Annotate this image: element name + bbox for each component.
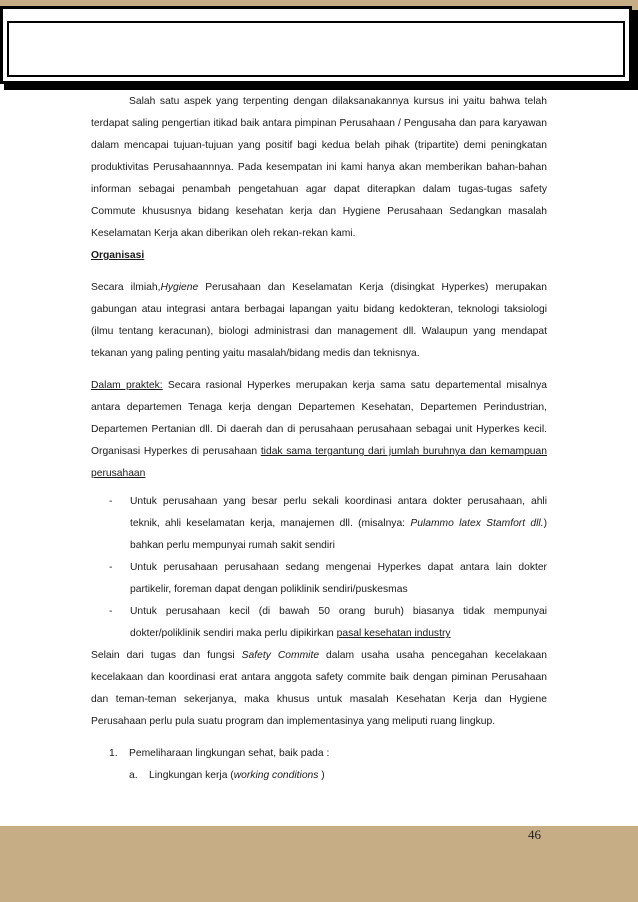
sub-item-letter: a. (129, 770, 138, 781)
text-run: dalam usaha usaha pencegahan kecelakaan kecelakaan dan koordinasi erat antara anggota safety commite baik dengan piminan Perusahaan dan teman-teman sekerjanya, maka khusus untuk masalah Kesehatan Kerja dan Hygiene Perusahaan perlu pula suatu program dan implementasinya yang meliputi ruang lingkup. (91, 650, 547, 727)
text-run: Perusahaan dan Keselamatan Kerja (disingkat Hyperkes) merupakan gabungan atau integrasi antara berbagai lapangan yaitu bidang kedokteran, teknologi taksiologi (ilmu tentang keracunan), biologi administrasi dan management dll. Walaupun yang mendapat tekanan yang paling penting yaitu masalah/bidang medis dan teknisnya. (91, 282, 547, 359)
paragraph-hyperkes (91, 277, 547, 365)
text-run: Untuk perusahaan yang besar perlu sekali koordinasi antara dokter perusahaan, ahli teknik, ahli keselamatan kerja, manajemen dll. (misalnya: (130, 496, 547, 529)
dash-bullet: - (109, 562, 113, 573)
text-run: Lingkungan kerja ( (149, 770, 234, 781)
label-dalam-praktek: Dalam praktek: (91, 380, 163, 391)
sub-item-a (91, 765, 547, 787)
item-text: Pemeliharaan lingkungan sehat, baik pada : (129, 748, 330, 759)
dash-bullet: - (109, 606, 113, 617)
italic-hygiene: Hygiene (160, 282, 199, 293)
italic-working-conditions: working conditions (233, 770, 319, 781)
text-run: Selain dari tugas dan fungsi (91, 650, 242, 661)
text-run: ) (318, 770, 325, 781)
italic-safety-commite: Safety Commite (241, 650, 320, 661)
page-number: 46 (528, 827, 541, 842)
header-frame (0, 6, 632, 84)
intro-paragraph: Salah satu aspek yang terpenting dengan dilaksanakannya kursus ini yaitu bahwa telah terdapat saling pengertian itikad baik antara pimpinan Perusahaan / Pengusaha dan para karyawan dalam mencapai tujuan-tujuan yang positif bagi kedua belah pihak (tripartite) demi peningkatan produktivitas Perusahaannnya. Pada kesempatan ini kami hanya akan memberikan bahan-bahan informan sebagai penambah pengetahuan agar dapat diterapkan dalam tugas-tugas safety Commute khususnya bidang kesehatan kerja dan Hygiene Perusahaan Sedangkan masalah Keselamatan Kerja akan diberikan oleh rekan-rekan kami. (91, 96, 547, 239)
list-item (91, 601, 547, 645)
document-body (91, 91, 547, 787)
text-run: Secara rasional Hyperkes merupakan kerja sama satu departemental misalnya antara departemen Tenaga kerja dengan Departemen Kesehatan, Departemen Perindustrian, Departemen Pertanian dll. Di daerah dan di perusahaan perusahaan sebagai unit Hyperkes kecil. Organisasi Hyperkes di perusahaan (91, 380, 547, 457)
list-item (91, 491, 547, 557)
numbered-item-1 (91, 743, 547, 765)
header-shadow-right (632, 10, 638, 90)
text-run: Secara ilmiah, (91, 282, 161, 293)
text-run: Untuk perusahaan perusahaan sedang mengenai Hyperkes dapat antara lain dokter partikelir, foreman dapat dengan poliklinik sendiri/puskesmas (130, 562, 547, 595)
section-heading-organisasi: Organisasi (91, 250, 145, 261)
item-number: 1. (109, 748, 118, 759)
text-run: Untuk perusahaan kecil (di bawah 50 orang buruh) biasanya tidak mempunyai dokter/poliklinik sendiri maka perlu dipikirkan (130, 606, 547, 639)
italic-example: Pulammo latex Stamfort dll. (410, 518, 544, 529)
bullet-list (91, 491, 547, 645)
header-inner-frame (7, 21, 625, 77)
header-shadow-bottom (4, 84, 638, 90)
underlined-phrase: pasal kesehatan industry (336, 628, 451, 639)
paragraph-safety-commite (91, 645, 547, 733)
paragraph-praktek (91, 375, 547, 485)
text-run: ) bahkan perlu mempunyai rumah sakit sendiri (130, 518, 547, 551)
dash-bullet: - (109, 496, 113, 507)
list-item (91, 557, 547, 601)
underlined-phrase: tidak sama tergantung dari jumlah buruhnya dan kemampuan perusahaan (91, 446, 547, 479)
